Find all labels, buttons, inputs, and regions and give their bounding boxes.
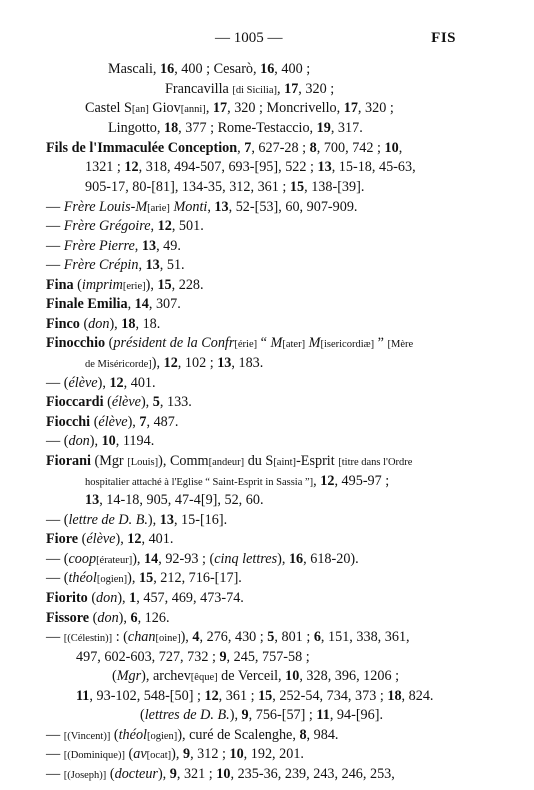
text-segment: , 51. — [159, 257, 185, 273]
bold-text: 9 — [219, 649, 227, 665]
text-segment: , 328, 396, 1206 ; — [299, 668, 400, 684]
text-segment: ), — [127, 414, 140, 430]
bold-text: 11 — [76, 688, 90, 704]
italic-text: élève — [111, 394, 141, 410]
italic-text: docteur — [114, 766, 158, 782]
index-line — [76, 686, 433, 706]
text-segment: ), — [89, 433, 102, 449]
text-segment: , 700, 742 ; — [316, 140, 385, 156]
text-segment: — — [46, 766, 64, 782]
editorial-note: [arie] — [147, 203, 170, 214]
bold-text: 18 — [121, 316, 136, 332]
bold-text: Fiore — [46, 531, 79, 547]
text-segment: ( — [89, 610, 98, 626]
index-line — [85, 353, 263, 375]
text-segment: ( — [73, 277, 82, 293]
text-segment: ), Comm — [158, 453, 209, 469]
bold-text: 15 — [258, 688, 273, 704]
text-segment: ( — [78, 531, 87, 547]
editorial-note: [anni] — [180, 104, 206, 115]
bold-text: 13 — [217, 355, 232, 371]
index-line — [46, 216, 204, 236]
text-segment: , 400 ; — [274, 61, 311, 77]
italic-text: élève — [98, 414, 128, 430]
italic-text: élève — [68, 375, 98, 391]
bold-text: Finco — [46, 316, 80, 332]
editorial-note: [isericordiæ] — [320, 339, 375, 350]
text-segment: ), curé de Scalenghe, — [177, 727, 300, 743]
text-segment: , 317. — [330, 120, 363, 136]
text-segment: — — [46, 257, 64, 273]
bold-text: 10 — [101, 433, 116, 449]
index-line — [85, 177, 364, 197]
editorial-note: de Miséricorde] — [85, 359, 152, 370]
bold-text: 13 — [214, 199, 229, 215]
italic-text: M — [308, 335, 321, 351]
index-line — [46, 451, 412, 473]
bold-text: 7 — [139, 414, 147, 430]
bold-text: Fina — [46, 277, 74, 293]
text-segment: , 235-36, 239, 243, 246, 253, — [230, 766, 395, 782]
text-segment: , 307. — [148, 296, 181, 312]
bold-text: 4 — [192, 629, 200, 645]
text-segment: ), archev — [141, 668, 191, 684]
text-segment: — — [46, 238, 64, 254]
text-segment: ( — [112, 668, 117, 684]
index-line — [46, 431, 154, 451]
text-segment: ), — [180, 629, 193, 645]
text-segment: 1321 ; — [85, 159, 125, 175]
bold-text: 6 — [130, 610, 138, 626]
text-segment: , 102 ; — [177, 355, 218, 371]
text-segment: , 824. — [401, 688, 434, 704]
italic-text: cinq lettres — [214, 551, 278, 567]
bold-text: 5 — [267, 629, 275, 645]
bold-text: 9 — [241, 707, 249, 723]
text-segment: — ( — [46, 551, 69, 567]
editorial-note: [êque] — [190, 672, 218, 683]
index-line — [85, 98, 394, 120]
text-segment: , — [138, 257, 146, 273]
bold-text: 15 — [139, 570, 154, 586]
bold-text: 7 — [244, 140, 252, 156]
italic-text: coop — [68, 551, 97, 567]
text-segment: , 756-[57] ; — [248, 707, 317, 723]
text-segment: ( — [124, 746, 134, 762]
text-segment: ), — [118, 610, 131, 626]
text-segment: , 487. — [146, 414, 179, 430]
italic-text: av — [133, 746, 147, 762]
text-segment: — — [46, 746, 64, 762]
editorial-note: [ogien] — [146, 731, 178, 742]
text-segment: ( — [79, 316, 89, 332]
bold-text: 8 — [309, 140, 317, 156]
text-segment: , 192, 201. — [243, 746, 304, 762]
bold-text: Fils de l'Immaculée Conception — [46, 140, 238, 156]
bold-text: 15 — [289, 179, 305, 195]
index-line — [46, 333, 413, 355]
index-line — [46, 373, 156, 393]
bold-text: 12 — [127, 531, 142, 547]
bold-text: 13 — [141, 238, 157, 254]
text-segment: , 495-97 ; — [334, 473, 390, 489]
bold-text: 17 — [212, 100, 228, 116]
bold-text: 11 — [316, 707, 330, 723]
text-segment: Mascali, — [108, 61, 161, 77]
italic-text: lettre de D. B. — [68, 512, 148, 528]
bold-text: Fioccardi — [46, 394, 104, 410]
editorial-note: hospitalier attaché à l'Eglise “ Saint-Esprit in Sassia ”] — [85, 477, 314, 488]
text-segment: , 93-102, 548-[50] ; — [89, 688, 205, 704]
bold-text: 16 — [260, 61, 275, 77]
text-segment: ), — [97, 375, 110, 391]
editorial-note: [aint] — [273, 457, 297, 468]
italic-text: lettres de D. B. — [144, 707, 230, 723]
index-line — [46, 529, 173, 549]
bold-text: 17 — [284, 81, 299, 97]
text-segment: Castel S — [85, 100, 132, 116]
text-segment: , 320 ; — [298, 81, 335, 97]
index-line — [85, 490, 264, 510]
bold-text: 10 — [285, 668, 300, 684]
text-segment: , 15-[16]. — [173, 512, 228, 528]
bold-text: Fiocchi — [46, 414, 91, 430]
text-segment: , 361 ; — [218, 688, 259, 704]
bold-text: 15 — [157, 277, 172, 293]
editorial-note: [(Dominique)] — [63, 750, 125, 761]
text-segment: , — [207, 199, 215, 215]
text-segment: — ( — [46, 375, 69, 391]
text-segment: ), — [140, 394, 153, 410]
bold-text: 8 — [299, 727, 307, 743]
text-segment: ), — [115, 531, 128, 547]
italic-text: don — [68, 433, 90, 449]
text-segment: ( — [87, 590, 97, 606]
text-segment: ( — [106, 766, 115, 782]
bold-text: 12 — [109, 375, 124, 391]
bold-text: 18 — [163, 120, 179, 136]
editorial-note: [titre dans l'Ordre — [338, 457, 413, 468]
text-segment: de Verceil, — [217, 668, 286, 684]
italic-text: théol — [68, 570, 97, 586]
text-segment: , 183. — [231, 355, 264, 371]
text-segment: , 52-[53], 60, 907-909. — [228, 199, 358, 215]
editorial-note: [di Sicilia] — [232, 85, 277, 96]
text-segment: , 126. — [137, 610, 170, 626]
bold-text: 9 — [169, 766, 177, 782]
text-segment: , 318, 494-507, 693-[95], 522 ; — [138, 159, 318, 175]
text-segment: , — [150, 218, 158, 234]
editorial-note: [ogien] — [96, 574, 128, 585]
bold-text: 19 — [316, 120, 331, 136]
text-segment: , 133. — [159, 394, 192, 410]
editorial-note: [ater] — [282, 339, 306, 350]
index-line — [46, 236, 181, 256]
index-line — [46, 744, 304, 766]
italic-text: Frère Louis-M — [63, 199, 148, 215]
index-line — [46, 568, 242, 590]
text-segment: ), — [277, 551, 289, 567]
text-segment: , 320 ; — [357, 100, 394, 116]
text-segment: , 1194. — [115, 433, 155, 449]
index-line — [108, 118, 363, 138]
italic-text: chan — [127, 629, 156, 645]
editorial-note: [ocat] — [146, 750, 172, 761]
text-segment: ), — [145, 277, 158, 293]
text-segment: , 501. — [171, 218, 204, 234]
text-segment: ( — [90, 414, 99, 430]
page-header — [0, 30, 534, 50]
editorial-note: [(Joseph)] — [63, 770, 107, 781]
text-segment: — — [46, 727, 64, 743]
text-segment: , 312 ; — [190, 746, 230, 762]
editorial-note: [erie] — [122, 281, 146, 292]
text-segment: du S — [244, 453, 274, 469]
editorial-note: [oine] — [155, 633, 181, 644]
bold-text: 10 — [216, 766, 231, 782]
index-line — [108, 59, 310, 79]
text-segment: ), — [171, 746, 183, 762]
text-segment: ( — [110, 727, 119, 743]
text-segment: , 276, 430 ; — [199, 629, 268, 645]
text-segment: , 138-[39]. — [304, 179, 365, 195]
italic-text: don — [97, 610, 119, 626]
text-segment: ), — [132, 551, 145, 567]
bold-text: 12 — [204, 688, 219, 704]
index-line — [85, 157, 416, 177]
index-line — [46, 392, 192, 412]
editorial-note: [Louis] — [127, 457, 159, 468]
bold-text: Fiorani — [46, 453, 91, 469]
text-segment: Giov — [148, 100, 181, 116]
index-line — [46, 627, 410, 649]
text-segment: , 245, 757-58 ; — [226, 649, 310, 665]
bold-text: 9 — [182, 746, 191, 762]
text-segment: , — [313, 473, 321, 489]
text-segment: , 212, 716-[17]. — [153, 570, 242, 586]
text-segment: , — [277, 81, 285, 97]
bold-text: 16 — [288, 551, 304, 567]
text-segment: ), — [151, 355, 164, 371]
text-segment: — — [46, 629, 64, 645]
italic-text: don — [88, 316, 110, 332]
bold-text: Fiorito — [46, 590, 88, 606]
text-segment: , 401. — [141, 531, 174, 547]
text-segment: , 18. — [135, 316, 161, 332]
text-segment: , — [127, 296, 135, 312]
text-segment: ), — [229, 707, 242, 723]
editorial-note: [érie] — [234, 339, 258, 350]
bold-text: Finocchio — [46, 335, 106, 351]
text-segment: , 457, 469, 473-74. — [136, 590, 244, 606]
text-segment: ), — [127, 570, 139, 586]
text-segment: -Esprit — [296, 453, 339, 469]
running-head: FIS — [431, 30, 456, 46]
index-line — [112, 666, 399, 688]
text-segment: — ( — [46, 433, 69, 449]
italic-text: Frère Crépin — [63, 257, 139, 273]
index-line — [46, 608, 170, 628]
bold-text: 1 — [129, 590, 137, 606]
italic-text: Monti — [169, 199, 208, 215]
text-segment: — ( — [46, 570, 69, 586]
text-segment: , 94-[96]. — [329, 707, 384, 723]
index-line — [46, 255, 185, 275]
editorial-note: [érateur] — [96, 555, 133, 566]
italic-text: Frère Pierre — [63, 238, 135, 254]
editorial-note: [(Vincent)] — [63, 731, 111, 742]
bold-text: 14 — [144, 551, 159, 567]
page-number: — 1005 — — [215, 30, 283, 46]
text-segment: , — [134, 238, 142, 254]
text-segment: , 14-18, 905, 47-4[9], 52, 60. — [99, 492, 264, 508]
text-segment: Francavilla — [165, 81, 233, 97]
bold-text: 12 — [320, 473, 335, 489]
text-segment: , 320 ; Moncrivello, — [227, 100, 344, 116]
index-line — [46, 314, 160, 334]
index-line — [46, 510, 227, 530]
bold-text: 10 — [384, 140, 399, 156]
bold-text: Finale Emilia — [46, 296, 128, 312]
italic-text: théol — [118, 727, 147, 743]
italic-text: élève — [86, 531, 116, 547]
index-line — [46, 764, 395, 786]
text-segment: , 92-93 ; ( — [158, 551, 215, 567]
text-segment: , 400 ; Cesarò, — [174, 61, 261, 77]
bold-text: Fissore — [46, 610, 90, 626]
text-segment: , 15-18, 45-63, — [331, 159, 416, 175]
index-line — [76, 647, 310, 667]
text-segment: ( — [140, 707, 145, 723]
editorial-note: [Mère — [387, 339, 414, 350]
bold-text: 12 — [124, 159, 139, 175]
bold-text: 12 — [163, 355, 178, 371]
text-segment: 497, 602-603, 727, 732 ; — [76, 649, 220, 665]
text-segment: ), — [147, 512, 160, 528]
index-line — [46, 588, 244, 608]
text-segment: 905-17, 80-[81], 134-35, 312, 361 ; — [85, 179, 290, 195]
text-segment: , 401. — [123, 375, 156, 391]
index-line — [46, 138, 402, 158]
index-line — [46, 412, 178, 432]
text-segment: , 252-54, 734, 373 ; — [272, 688, 388, 704]
bold-text: 13 — [159, 512, 174, 528]
bold-text: 17 — [343, 100, 358, 116]
bold-text: 13 — [85, 492, 100, 508]
italic-text: président de la Confr — [113, 335, 235, 351]
italic-text: don — [96, 590, 118, 606]
italic-text: imprim — [81, 277, 123, 293]
italic-text: M — [270, 335, 283, 351]
text-segment: Lingotto, — [108, 120, 164, 136]
bold-text: 16 — [160, 61, 175, 77]
text-segment: — — [46, 199, 64, 215]
text-segment: , 377 ; Rome-Testaccio, — [178, 120, 317, 136]
text-segment: , 627-28 ; — [251, 140, 310, 156]
italic-text: Mgr — [116, 668, 142, 684]
text-segment: , — [398, 140, 403, 156]
text-segment: ), — [157, 766, 170, 782]
index-line — [140, 705, 383, 725]
italic-text: Frère Grégoire — [63, 218, 151, 234]
text-segment: “ — [257, 335, 271, 351]
text-segment: , — [205, 100, 213, 116]
bold-text: 5 — [152, 394, 160, 410]
bold-text: 14 — [134, 296, 149, 312]
text-segment: — ( — [46, 512, 69, 528]
text-segment: ( — [103, 394, 112, 410]
text-segment: ), — [117, 590, 130, 606]
bold-text: 18 — [387, 688, 402, 704]
bold-text: 6 — [313, 629, 321, 645]
text-segment: ( — [105, 335, 114, 351]
editorial-note: [(Célestin)] — [63, 633, 113, 644]
bold-text: 13 — [145, 257, 160, 273]
text-segment: , 151, 338, 361, — [320, 629, 410, 645]
text-segment: ” — [374, 335, 388, 351]
text-segment: — — [46, 218, 64, 234]
text-segment: , 321 ; — [176, 766, 217, 782]
text-segment: ), — [109, 316, 122, 332]
text-segment: : ( — [112, 629, 128, 645]
text-segment: , 49. — [156, 238, 181, 254]
editorial-note: [andeur] — [208, 457, 245, 468]
bold-text: 10 — [229, 746, 244, 762]
text-segment: , 618-20). — [303, 551, 359, 567]
text-segment: (Mgr — [90, 453, 128, 469]
index-line — [46, 294, 181, 314]
text-segment: , 228. — [171, 277, 204, 293]
bold-text: 13 — [317, 159, 332, 175]
text-segment: , 801 ; — [274, 629, 314, 645]
text-segment: , — [237, 140, 245, 156]
text-segment: , 984. — [306, 727, 339, 743]
editorial-note: [an] — [131, 104, 149, 115]
bold-text: 12 — [157, 218, 172, 234]
